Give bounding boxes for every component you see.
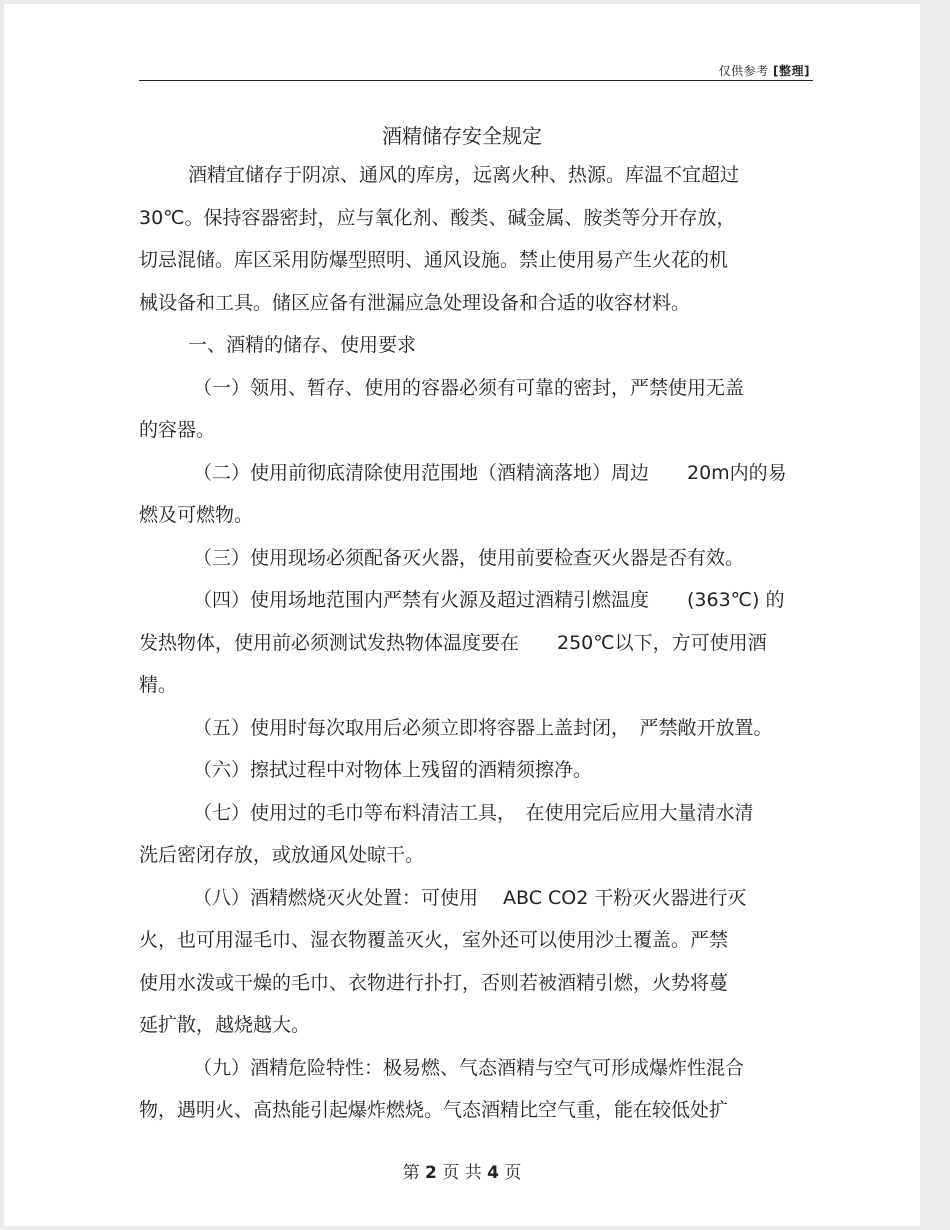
text-line: （八）酒精燃烧灭火处置：可使用 ABC CO2 干粉灭火器进行灭 [193,886,747,909]
document-body [139,154,819,1132]
document-title: 酒精储存安全规定 [382,124,542,148]
text-line: （四）使用场地范围内严禁有火源及超过酒精引燃温度 (363℃) 的 [193,589,785,611]
header-rule [139,80,813,81]
document-page [4,4,920,1226]
section-heading: 一、酒精的储存、使用要求 [188,334,417,356]
text-line: 火，也可用湿毛巾、湿衣物覆盖灭火，室外还可以使用沙土覆盖。严禁 [139,929,729,951]
text-line: （六）擦拭过程中对物体上残留的酒精须擦净。 [193,759,593,781]
header-tag: [整理] [773,64,810,78]
total-page-count: 4 [487,1163,499,1183]
footer-prefix: 第 [402,1163,420,1183]
page-footer [4,1158,920,1183]
text-line: 械设备和工具。储区应备有泄漏应急处理设备和合适的收容材料。 [139,291,691,314]
footer-middle: 页 共 [442,1163,482,1183]
text-line: 切忌混储。库区采用防爆型照明、通风设施。禁止使用易产生火花的机 [139,249,729,271]
text-line: 30℃。保持容器密封，应与氧化剂、酸类、碱金属、胺类等分开存放， [139,206,736,229]
text-line: 酒精宜储存于阴凉、通风的库房，远离火种、热源。库温不宜超过 [188,164,740,186]
text-line: 的容器。 [139,419,216,441]
text-line: 洗后密闭存放，或放通风处晾干。 [139,844,425,866]
page-header [719,62,810,79]
current-page-number: 2 [425,1163,437,1183]
text-line: （五）使用时每次取用后必须立即将容器上盖封闭， 严禁敞开放置。 [193,716,773,739]
text-line: 使用水泼或干燥的毛巾、衣物进行扑打，否则若被酒精引燃，火势将蔓 [139,971,729,994]
text-line: （七）使用过的毛巾等布料清洁工具， 在使用完后应用大量清水清 [193,801,754,824]
text-line: 延扩散，越烧越大。 [139,1014,311,1036]
footer-suffix: 页 [504,1163,522,1183]
text-line: （一）领用、暂存、使用的容器必须有可靠的密封，严禁使用无盖 [193,376,745,399]
text-line: 物，遇明火、高热能引起爆炸燃烧。气态酒精比空气重，能在较低处扩 [139,1099,729,1121]
text-line: 精。 [139,674,178,696]
text-line: 燃及可燃物。 [139,504,254,526]
text-line: （九）酒精危险特性：极易燃、气态酒精与空气可形成爆炸性混合 [193,1056,745,1079]
text-line: （三）使用现场必须配备灭火器，使用前要检查灭火器是否有效。 [193,546,745,569]
text-line: （二）使用前彻底清除使用范围地（酒精滴落地）周边 20m内的易 [193,461,787,484]
header-note: 仅供参考 [718,64,769,78]
text-line: 发热物体，使用前必须测试发热物体温度要在 250℃以下，方可使用酒 [139,631,767,654]
